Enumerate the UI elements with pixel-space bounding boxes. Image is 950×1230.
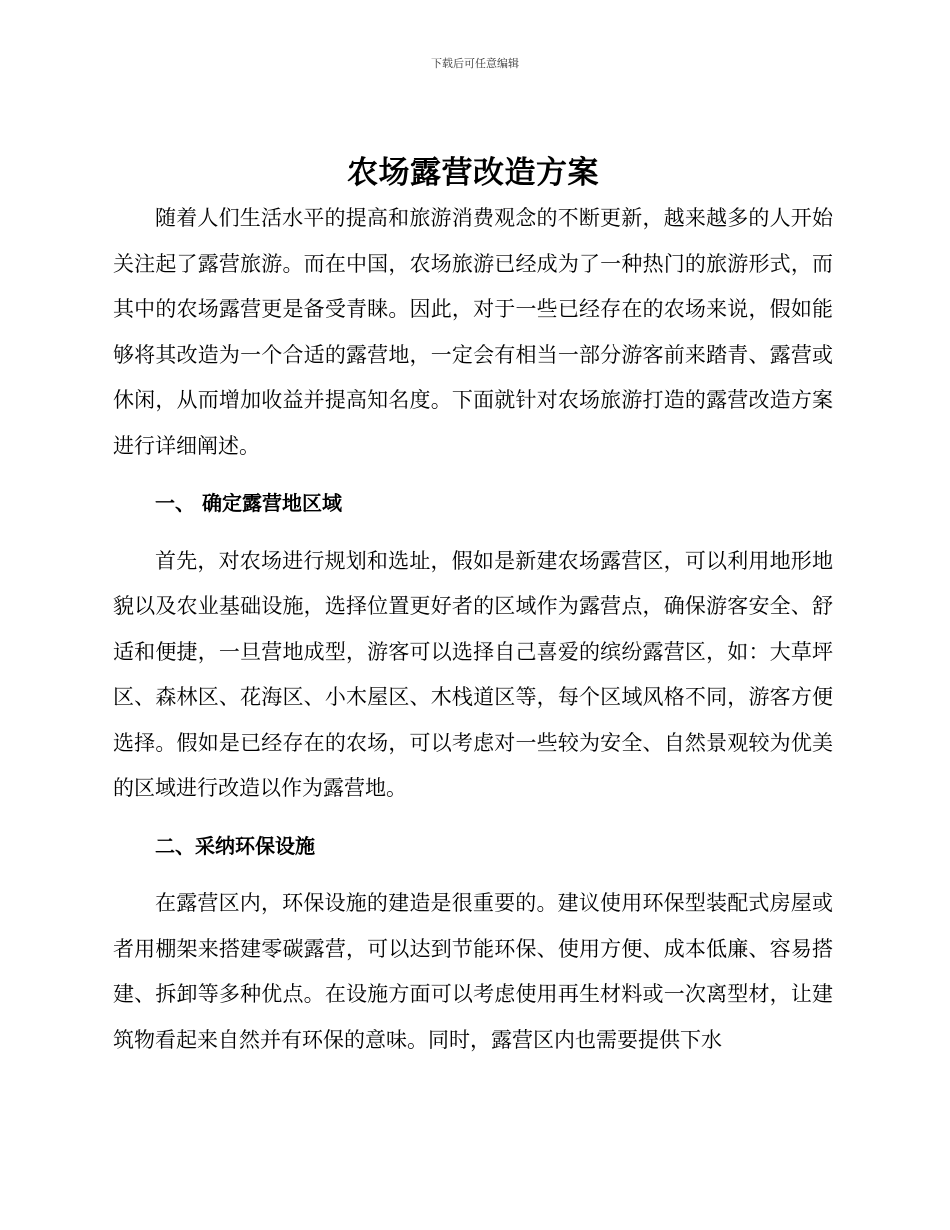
section-heading-2: 二、采纳环保设施 (155, 833, 315, 858)
intro-paragraph: 随着人们生活水平的提高和旅游消费观念的不断更新，越来越多的人开始关注起了露营旅游。而在中国，农场旅游已经成为了一种热门的旅游形式，而其中的农场露营更是备受青睐。因此，对于一些已经存在的农场来说，假如能够将其改造为一个合适的露营地，一定会有相当一部分游客前来踏青、露营或休闲，从而增加收益并提高知名度。下面就针对农场旅游打造的露营改造方案进行详细阐述。 (113, 206, 833, 458)
section-heading-1: 一、 确定露营地区域 (155, 491, 342, 515)
page-header-note: 下载后可任意编辑 (431, 57, 519, 70)
document-body (113, 150, 833, 1063)
document-title: 农场露营改造方案 (347, 155, 599, 191)
section-paragraph-2: 在露营区内，环保设施的建造是很重要的。建议使用环保型装配式房屋或者用棚架来搭建零碳露营，可以达到节能环保、使用方便、成本低廉、容易搭建、拆卸等多种优点。在设施方面可以考虑使用再生材料或一次离型材，让建筑物看起来自然并有环保的意味。同时，露营区内也需要提供下水 (113, 891, 833, 1052)
section-paragraph-1: 首先，对农场进行规划和选址，假如是新建农场露营区，可以利用地形地貌以及农业基础设施，选择位置更好者的区域作为露营点，确保游客安全、舒适和便捷，一旦营地成型，游客可以选择自己喜爱的缤纷露营区，如：大草坪区、森林区、花海区、小木屋区、木栈道区等，每个区域风格不同，游客方便选择。假如是已经存在的农场，可以考虑对一些较为安全、自然景观较为优美的区域进行改造以作为露营地。 (113, 548, 833, 800)
